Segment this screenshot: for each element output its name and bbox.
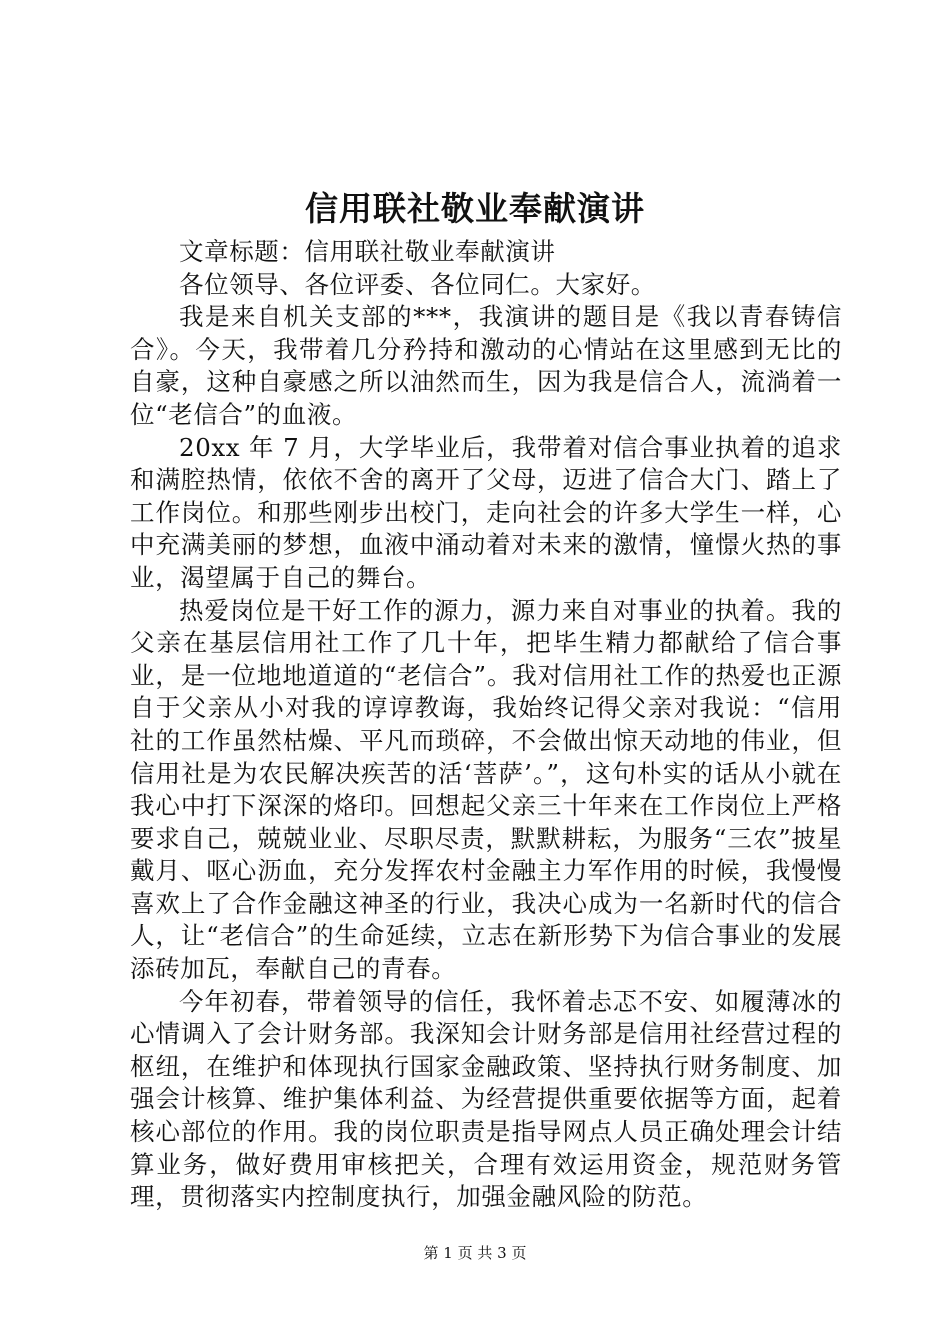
body-paragraph: 热爱岗位是干好工作的源力，源力来自对事业的执着。我的父亲在基层信用社工作了几十年，把毕生精力都献给了信合事业，是一位地地道道的“老信合”。我对信用社工作的热爱也正源自于父亲从小对我的谆谆教诲，我始终记得父亲对我说：“信用社的工作虽然枯燥、平凡而琐碎，不会做出惊天动地的伟业，但信用社是为农民解决疾苦的活‘菩萨’。”，这句朴实的话从小就在我心中打下深深的烙印。回想起父亲三十年来在工作岗位上严格要求自己，兢兢业业、尽职尽责，默默耕耘，为服务“三农”披星戴月、呕心沥血，充分发挥农村金融主力军作用的时候，我慢慢喜欢上了合作金融这神圣的行业，我决心成为一名新时代的信合人，让“老信合”的生命延续，立志在新形势下为信合事业的发展添砖加瓦，奉献自己的青春。 xyxy=(130,595,842,984)
document-title: 信用联社敬业奉献演讲 xyxy=(305,189,645,228)
body-paragraph: 我是来自机关支部的***，我演讲的题目是《我以青春铸信合》。今天，我带着几分矜持和激动的心情站在这里感到无比的自豪，这种自豪感之所以油然而生，因为我是信合人，流淌着一位“老信合”的血液。 xyxy=(130,302,842,429)
page-footer: 第 1 页 共 3 页 xyxy=(423,1244,527,1262)
body-paragraph: 20xx 年 7 月，大学毕业后，我带着对信合事业执着的追求和满腔热情，依依不舍的离开了父母，迈进了信合大门、踏上了工作岗位。和那些刚步出校门，走向社会的许多大学生一样，心中充满美丽的梦想，血液中涌动着对未来的激情，憧憬火热的事业，渴望属于自己的舞台。 xyxy=(130,432,842,592)
body-paragraph: 今年初春，带着领导的信任，我怀着忐忑不安、如履薄冰的心情调入了会计财务部。我深知会计财务部是信用社经营过程的枢纽，在维护和体现执行国家金融政策、坚持执行财务制度、加强会计核算、维护集体利益、为经营提供重要依据等方面，起着核心部位的作用。我的岗位职责是指导网点人员正确处理会计结算业务，做好费用审核把关，合理有效运用资金，规范财务管理，贯彻落实内控制度执行，加强金融风险的防范。 xyxy=(130,986,842,1212)
article-title-line: 文章标题：信用联社敬业奉献演讲 xyxy=(179,237,556,266)
greeting-paragraph: 各位领导、各位评委、各位同仁。大家好。 xyxy=(179,269,656,299)
document-body xyxy=(130,236,842,1214)
